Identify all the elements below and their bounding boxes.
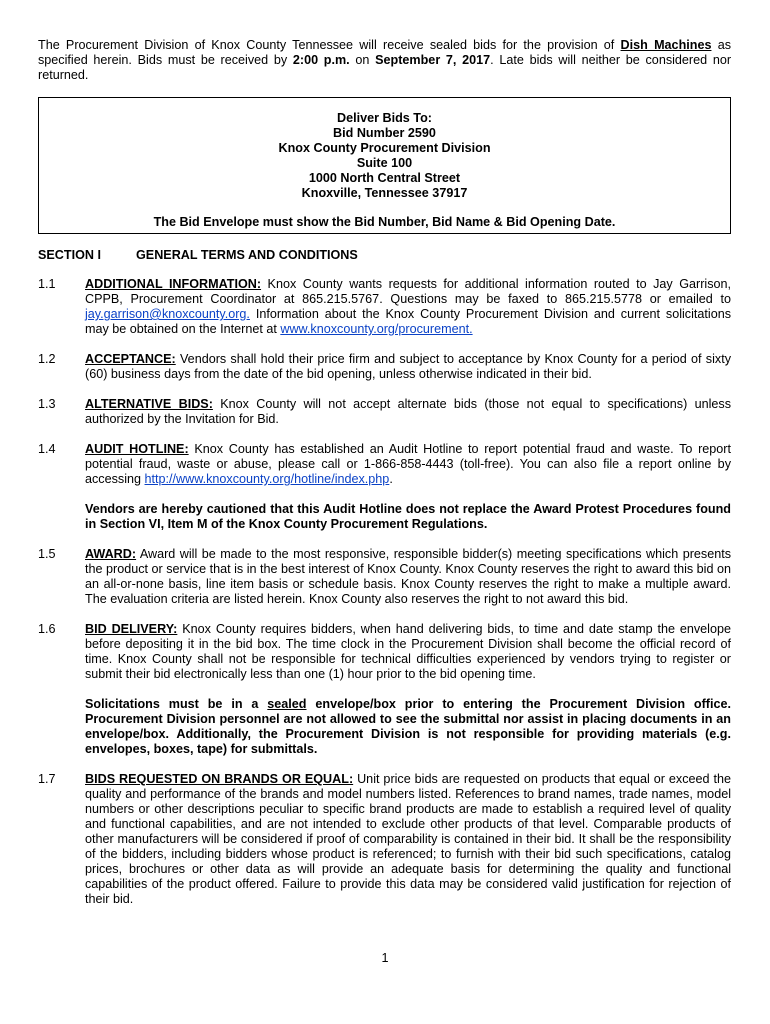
- clause-text: .: [389, 472, 393, 486]
- page-number: 1: [381, 951, 389, 965]
- note-text: Solicitations must be in a: [85, 697, 268, 711]
- intro-paragraph: [38, 38, 731, 83]
- section-number: SECTION I: [38, 248, 101, 262]
- intro-text: . Late bids will neither be considered nor returned.: [38, 53, 732, 82]
- intro-text: on: [349, 53, 376, 67]
- section-heading: [38, 248, 731, 263]
- bid-due-date: September 7, 2017: [375, 53, 491, 67]
- clause-text: Vendors shall hold their price firm and subject to acceptance by Knox County for a period of sixty (60) business days from the date of the bid opening, unless otherwise indicated in their bid.: [85, 352, 731, 381]
- deliver-bids-box: [38, 97, 731, 234]
- clause-number: 1.7: [38, 772, 56, 786]
- clause-title: BID DELIVERY:: [85, 622, 178, 636]
- audit-hotline-caution: Vendors are hereby cautioned that this Audit Hotline does not replace the Award Protest Procedures found in Section VI, Item M of the Knox County Procurement Regulations.: [85, 502, 731, 531]
- clause-body: [85, 622, 731, 682]
- clause-1-6: [38, 622, 731, 682]
- clause-body: [85, 397, 731, 427]
- sealed-word: sealed: [267, 697, 307, 711]
- clause-text: Information about the Knox County Procurement Division and current solicitations may be obtained on the Internet at: [85, 307, 731, 336]
- clause-body: [85, 772, 731, 907]
- clause-text: Knox County will not accept alternate bids (those not equal to specifications) unless authorized by the Invitation for Bid.: [85, 397, 731, 426]
- envelope-notice: The Bid Envelope must show the Bid Number, Bid Name & Bid Opening Date.: [153, 215, 616, 229]
- clause-body: [85, 277, 731, 337]
- deliver-line: Knoxville, Tennessee 37917: [301, 186, 468, 200]
- clause-number: 1.6: [38, 622, 56, 636]
- clause-number: 1.1: [38, 277, 56, 291]
- clause-text: Award will be made to the most responsive, responsible bidder(s) meeting specifications which presents the product or service that is in the best interest of Knox County. Knox County reserves the right to award this bid on an all-or-none basis, line item basis or schedule basis. Knox County reserves the right to make a multiple award. The evaluation criteria are listed herein. Knox County also reserves the right to not award this bid.: [85, 547, 731, 606]
- clause-1-4: [38, 442, 731, 487]
- hotline-link[interactable]: http://www.knoxcounty.org/hotline/index.php: [144, 472, 390, 486]
- clause-body: [85, 352, 731, 382]
- note-text: envelope/box prior to entering the Procurement Division office. Procurement Division personnel are not allowed to see the submittal nor assist in placing documents in an envelope/box. Additionally, the Procurement Division is not responsible for providing materials (e.g. envelopes, boxes, tape) for submittals.: [85, 697, 731, 756]
- clause-text: Knox County wants requests for additional information routed to Jay Garrison, CPPB, Procurement Coordinator at 865.215.5767. Questions may be faxed to 865.215.5778 or emailed to: [85, 277, 731, 306]
- clause-1-3: [38, 397, 731, 427]
- bid-due-time: 2:00 p.m.: [292, 53, 350, 67]
- email-link[interactable]: jay.garrison@knoxcounty.org.: [85, 307, 250, 321]
- clause-1-5: [38, 547, 731, 607]
- bid-number: Bid Number 2590: [333, 126, 436, 140]
- clause-title: BIDS REQUESTED ON BRANDS OR EQUAL:: [85, 772, 354, 786]
- clause-text: Unit price bids are requested on products that equal or exceed the quality and performance of the brands and model numbers listed. References to brand names, trade names, model numbers or other descriptions peculiar to specific brand products are made to establish a required level of quality and functional capabilities, and are not intended to exclude other products of that level. Comparable products of other manufacturers will be considered if proof of comparability is contained in their bid. It shall be the responsibility of the bidders, including bidders whose product is referenced; to furnish with their bid such specifications, catalog prices, brochures or other data as will provide an adequate basis for determining the quality and functional capabilities of the product offered. Failure to provide this data may be considered valid justification for rejection of their bid.: [85, 772, 731, 906]
- procurement-website-link[interactable]: www.knoxcounty.org/procurement.: [280, 322, 473, 336]
- clause-title: ADDITIONAL INFORMATION:: [85, 277, 262, 291]
- clause-number: 1.2: [38, 352, 56, 366]
- clause-number: 1.5: [38, 547, 56, 561]
- clause-title: ALTERNATIVE BIDS:: [85, 397, 213, 411]
- clause-text: Knox County has established an Audit Hotline to report potential fraud and waste. To report potential fraud, waste or abuse, please call or 1-866-858-4443 (toll-free). You can also file a report online by accessing: [85, 442, 731, 486]
- clause-text: Knox County requires bidders, when hand delivering bids, to time and date stamp the envelope before depositing it in the bid box. The time clock in the Procurement Division shall become the official record of time. Knox County shall not be responsible for technical difficulties experienced by vendors trying to register or submit their bid electronically less than one (1) hour prior to the bid opening time.: [85, 622, 731, 681]
- clause-number: 1.3: [38, 397, 56, 411]
- section-title: GENERAL TERMS AND CONDITIONS: [136, 248, 358, 262]
- deliver-line: Deliver Bids To:: [337, 111, 432, 125]
- deliver-line: Knox County Procurement Division: [278, 141, 491, 155]
- clause-number: 1.4: [38, 442, 56, 456]
- document-page: [38, 38, 731, 922]
- clause-title: AUDIT HOTLINE:: [85, 442, 189, 456]
- clause-1-7: [38, 772, 731, 907]
- deliver-line: 1000 North Central Street: [308, 171, 461, 185]
- clause-1-2: [38, 352, 731, 382]
- clause-1-1: [38, 277, 731, 337]
- intro-text: The Procurement Division of Knox County Tennessee will receive sealed bids for the provision of: [38, 38, 621, 52]
- clause-body: [85, 547, 731, 607]
- clause-title: AWARD:: [85, 547, 137, 561]
- bid-item-name: Dish Machines: [620, 38, 712, 52]
- deliver-line: Suite 100: [356, 156, 413, 170]
- clause-title: ACCEPTANCE:: [85, 352, 176, 366]
- intro-text: as specified herein. Bids must be received by: [38, 38, 731, 67]
- sealed-submittal-note: [85, 697, 731, 757]
- clause-body: [85, 442, 731, 487]
